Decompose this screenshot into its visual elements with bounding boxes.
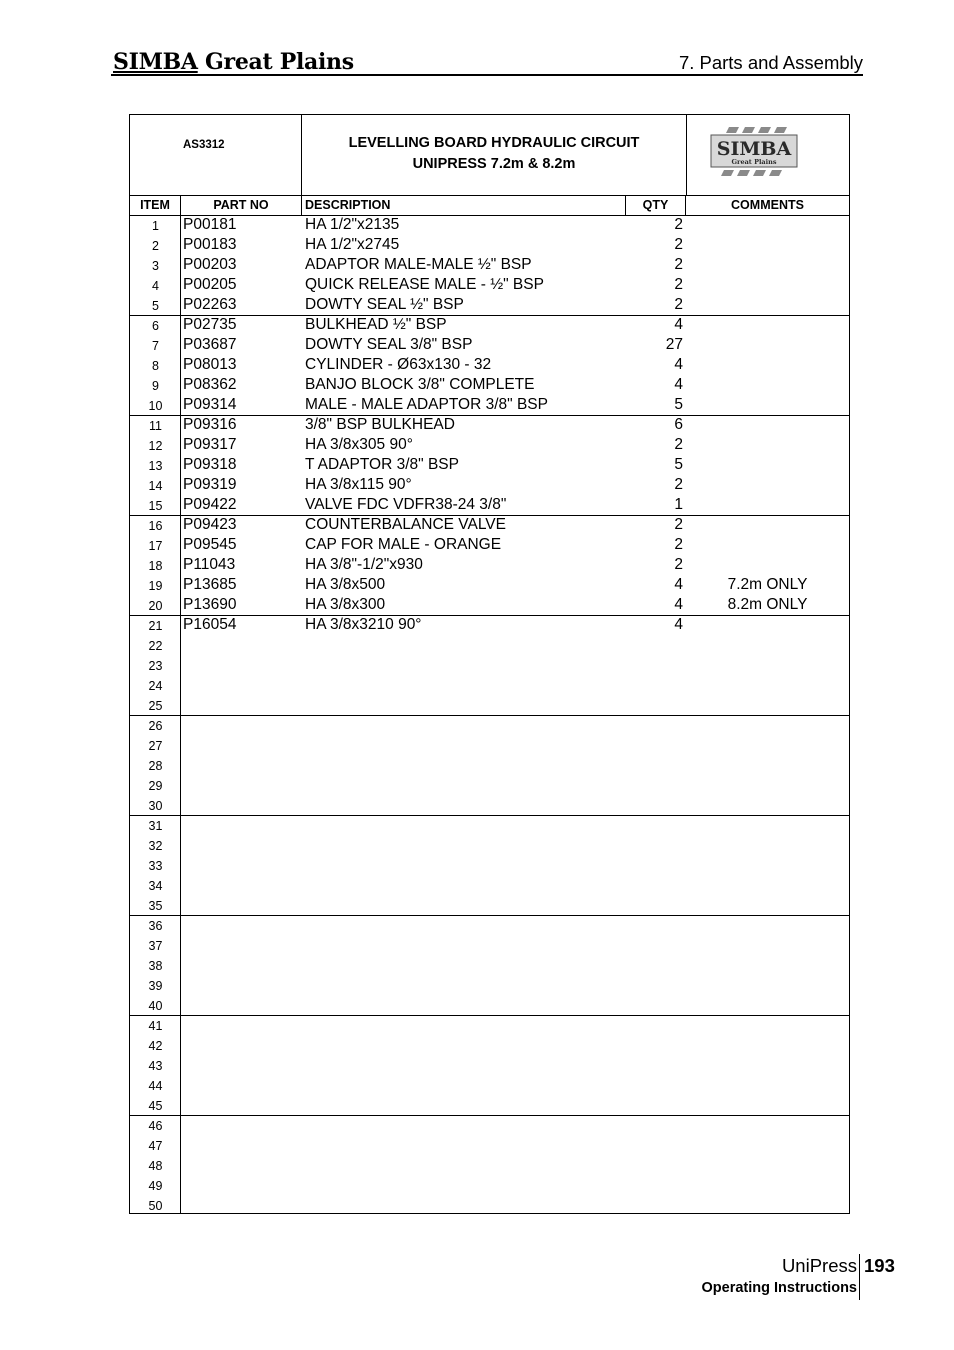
- cell-comments: [686, 916, 849, 936]
- table-row: [130, 636, 849, 656]
- logo-text-sub: Great Plains: [731, 158, 777, 166]
- cell-comments: [686, 816, 849, 836]
- table-row: [130, 816, 849, 836]
- cell-item: 20: [148, 599, 163, 613]
- cell-comments: [686, 1016, 849, 1036]
- cell-qty: 6: [674, 416, 683, 433]
- cell-qty: [626, 976, 683, 996]
- cell-part-no: P09545: [183, 536, 237, 553]
- cell-description: HA 1/2"x2745: [305, 236, 400, 253]
- cell-description: BANJO BLOCK 3/8" COMPLETE: [305, 376, 535, 393]
- cell-qty: 2: [674, 516, 683, 533]
- cell-description: HA 3/8x500: [305, 576, 386, 593]
- cell-item: 33: [148, 859, 163, 873]
- cell-description: DOWTY SEAL ½" BSP: [305, 296, 464, 313]
- cell-description: VALVE FDC VDFR38-24 3/8": [305, 496, 507, 513]
- cell-description: T ADAPTOR 3/8" BSP: [305, 456, 459, 473]
- brand-secondary: Great Plains: [197, 49, 354, 75]
- cell-qty: [626, 1036, 683, 1056]
- cell-description: CAP FOR MALE - ORANGE: [305, 536, 502, 553]
- cell-description: HA 3/8x305 90°: [305, 436, 413, 453]
- cell-qty: [626, 816, 683, 836]
- table-row: [130, 396, 849, 416]
- cell-part-no: P09317: [183, 436, 237, 453]
- cell-part-no: P03687: [183, 336, 237, 353]
- table-row: [130, 596, 849, 616]
- cell-item: 4: [152, 279, 159, 293]
- cell-comments: [686, 756, 849, 776]
- cell-comments: [686, 956, 849, 976]
- header-rule: [111, 74, 863, 76]
- cell-item: 26: [148, 719, 163, 733]
- table-row: [130, 356, 849, 376]
- cell-qty: [626, 936, 683, 956]
- page-number: 193: [864, 1255, 895, 1276]
- cell-qty: [626, 1016, 683, 1036]
- cell-comments: [686, 456, 849, 476]
- table-row: [130, 1176, 849, 1196]
- cell-comments: [686, 1036, 849, 1056]
- cell-comments: [686, 856, 849, 876]
- cell-description: HA 3/8"-1/2"x930: [305, 556, 423, 573]
- cell-description: HA 1/2"x2135: [305, 216, 400, 233]
- table-row: [130, 276, 849, 296]
- cell-qty: 2: [674, 556, 683, 573]
- cell-description: COUNTERBALANCE VALVE: [305, 516, 506, 533]
- table-row: [130, 476, 849, 496]
- cell-description: QUICK RELEASE MALE - ½" BSP: [305, 276, 544, 293]
- cell-description: HA 3/8x3210 90°: [305, 616, 422, 633]
- table-row: [130, 1116, 849, 1136]
- cell-qty: [626, 696, 683, 716]
- col-header-comments: COMMENTS: [731, 198, 804, 212]
- table-row: [130, 1056, 849, 1076]
- cell-item: 3: [152, 259, 159, 273]
- cell-item: 50: [148, 1199, 163, 1213]
- cell-comments: [686, 796, 849, 816]
- sheet-title-line2: UNIPRESS 7.2m & 8.2m: [412, 156, 576, 172]
- cell-qty: [626, 756, 683, 776]
- cell-comments: [686, 1176, 849, 1196]
- cell-comments: [686, 416, 849, 436]
- cell-comments: [686, 1116, 849, 1136]
- cell-qty: 4: [674, 316, 683, 333]
- cell-qty: 2: [674, 276, 683, 293]
- cell-item: 48: [148, 1159, 163, 1173]
- cell-comments: [686, 336, 849, 356]
- cell-qty: [626, 656, 683, 676]
- table-row: [130, 1156, 849, 1176]
- cell-item: 11: [149, 419, 162, 433]
- cell-item: 22: [148, 639, 163, 653]
- table-row: [130, 836, 849, 856]
- footer-divider: [859, 1254, 860, 1300]
- cell-item: 47: [148, 1139, 163, 1153]
- cell-comments: [686, 876, 849, 896]
- cell-item: 40: [148, 999, 163, 1013]
- cell-item: 21: [148, 619, 163, 633]
- col-header-item: ITEM: [130, 195, 181, 215]
- cell-part-no: P09318: [183, 456, 237, 473]
- cell-part-no: P13690: [183, 596, 237, 613]
- brand-primary: SIMBA: [113, 49, 198, 75]
- cell-qty: [626, 1096, 683, 1116]
- brand-wordmark: [113, 49, 354, 75]
- cell-item: 19: [148, 579, 163, 593]
- cell-part-no: P02735: [183, 316, 237, 333]
- cell-qty: 2: [674, 536, 683, 553]
- cell-qty: 2: [674, 296, 683, 313]
- cell-item: 25: [148, 699, 163, 713]
- cell-description: HA 3/8x300: [305, 596, 386, 613]
- cell-item: 39: [148, 979, 163, 993]
- cell-comments: [686, 896, 849, 916]
- cell-item: 6: [152, 319, 159, 333]
- table-row: [130, 856, 849, 876]
- cell-comments: [686, 536, 849, 556]
- table-row: [130, 516, 849, 536]
- cell-item: 18: [148, 559, 163, 573]
- cell-comments: [686, 1196, 849, 1216]
- cell-comments: [686, 496, 849, 516]
- cell-comments: 8.2m ONLY: [727, 596, 808, 613]
- table-row: [130, 976, 849, 996]
- table-row: [130, 756, 849, 776]
- cell-qty: [626, 1136, 683, 1156]
- cell-part-no: P13685: [183, 576, 237, 593]
- simba-logo-icon: [709, 125, 799, 179]
- cell-comments: [686, 736, 849, 756]
- table-row: [130, 1036, 849, 1056]
- cell-item: 43: [148, 1059, 163, 1073]
- footer-subtitle: Operating Instructions: [701, 1280, 857, 1296]
- cell-comments: [686, 556, 849, 576]
- table-row: [130, 1196, 849, 1216]
- table-row: [130, 216, 849, 236]
- cell-qty: 4: [674, 376, 683, 393]
- table-row: [130, 916, 849, 936]
- cell-qty: 2: [674, 216, 683, 233]
- cell-description: DOWTY SEAL 3/8" BSP: [305, 336, 473, 353]
- table-row: [130, 576, 849, 596]
- table-row: [130, 676, 849, 696]
- table-row: [130, 1096, 849, 1116]
- cell-comments: [686, 616, 849, 636]
- cell-part-no: P00203: [183, 256, 237, 273]
- table-row: [130, 876, 849, 896]
- table-row: [130, 1076, 849, 1096]
- cell-item: 29: [148, 779, 163, 793]
- cell-comments: [686, 1056, 849, 1076]
- cell-qty: [626, 1176, 683, 1196]
- cell-part-no: P09319: [183, 476, 237, 493]
- cell-qty: [626, 916, 683, 936]
- table-row: [130, 616, 849, 636]
- table-row: [130, 1136, 849, 1156]
- cell-item: 31: [148, 819, 163, 833]
- cell-qty: 4: [674, 616, 683, 633]
- table-row: [130, 716, 849, 736]
- cell-qty: 4: [674, 576, 683, 593]
- table-row: [130, 796, 849, 816]
- cell-item: 27: [148, 739, 163, 753]
- cell-part-no: P02263: [183, 296, 237, 313]
- cell-item: 5: [152, 299, 159, 313]
- cell-comments: [686, 396, 849, 416]
- cell-comments: [686, 996, 849, 1016]
- cell-item: 8: [152, 359, 159, 373]
- table-row: [130, 256, 849, 276]
- cell-part-no: P09316: [183, 416, 237, 433]
- cell-qty: 27: [665, 336, 683, 353]
- cell-item: 24: [148, 679, 163, 693]
- col-header-description: DESCRIPTION: [302, 195, 626, 215]
- table-row: [130, 736, 849, 756]
- cell-part-no: P00205: [183, 276, 237, 293]
- cell-comments: [686, 1076, 849, 1096]
- cell-item: 46: [148, 1119, 163, 1133]
- table-row: [130, 316, 849, 336]
- cell-qty: 2: [674, 236, 683, 253]
- cell-item: 30: [148, 799, 163, 813]
- cell-qty: [626, 956, 683, 976]
- cell-qty: [626, 876, 683, 896]
- cell-item: 14: [148, 479, 163, 493]
- table-row: [130, 1016, 849, 1036]
- cell-part-no: P08013: [183, 356, 237, 373]
- cell-item: 38: [148, 959, 163, 973]
- cell-qty: 5: [674, 456, 683, 473]
- cell-item: 37: [148, 939, 163, 953]
- table-row: [130, 696, 849, 716]
- cell-comments: [686, 276, 849, 296]
- cell-item: 42: [148, 1039, 163, 1053]
- cell-item: 28: [148, 759, 163, 773]
- cell-comments: [686, 516, 849, 536]
- table-row: [130, 776, 849, 796]
- table-row: [130, 996, 849, 1016]
- cell-part-no: P09314: [183, 396, 237, 413]
- cell-qty: 5: [674, 396, 683, 413]
- assembly-code: AS3312: [183, 139, 225, 151]
- logo-text-main: SIMBA: [716, 138, 792, 160]
- table-row: [130, 336, 849, 356]
- cell-item: 10: [148, 399, 163, 413]
- cell-description: MALE - MALE ADAPTOR 3/8" BSP: [305, 396, 548, 413]
- table-row: [130, 936, 849, 956]
- table-row: [130, 236, 849, 256]
- cell-part-no: P16054: [183, 616, 237, 633]
- cell-qty: [626, 736, 683, 756]
- cell-description: 3/8" BSP BULKHEAD: [305, 416, 455, 433]
- table-row: [130, 656, 849, 676]
- cell-comments: [686, 216, 849, 236]
- cell-comments: [686, 636, 849, 656]
- cell-comments: [686, 656, 849, 676]
- cell-qty: 2: [674, 436, 683, 453]
- cell-comments: [686, 436, 849, 456]
- cell-item: 35: [148, 899, 163, 913]
- cell-item: 7: [152, 339, 159, 353]
- cell-comments: [686, 1096, 849, 1116]
- cell-item: 41: [148, 1019, 163, 1033]
- cell-item: 34: [148, 879, 163, 893]
- cell-comments: [686, 376, 849, 396]
- cell-qty: [626, 1076, 683, 1096]
- col-header-part-no: PART NO: [181, 195, 302, 215]
- cell-item: 23: [148, 659, 163, 673]
- cell-comments: [686, 976, 849, 996]
- table-row: [130, 436, 849, 456]
- cell-description: ADAPTOR MALE-MALE ½" BSP: [305, 256, 532, 273]
- assembly-code-cell: [130, 115, 302, 195]
- cell-qty: [626, 776, 683, 796]
- cell-comments: [686, 936, 849, 956]
- cell-item: 32: [148, 839, 163, 853]
- cell-item: 16: [148, 519, 163, 533]
- table-row: [130, 496, 849, 516]
- cell-comments: [686, 476, 849, 496]
- table-row: [130, 556, 849, 576]
- sheet-title-cell: [302, 115, 687, 195]
- cell-comments: [686, 296, 849, 316]
- cell-description: BULKHEAD ½" BSP: [305, 316, 447, 333]
- cell-comments: [686, 776, 849, 796]
- table-row: [130, 296, 849, 316]
- cell-description: HA 3/8x115 90°: [305, 476, 412, 493]
- sheet-title-block: [130, 115, 849, 196]
- cell-qty: 1: [674, 496, 683, 513]
- table-row: [130, 416, 849, 436]
- parts-sheet: [129, 114, 850, 1214]
- cell-comments: [686, 696, 849, 716]
- cell-comments: 7.2m ONLY: [727, 576, 808, 593]
- cell-item: 2: [152, 239, 159, 253]
- cell-qty: [626, 636, 683, 656]
- cell-qty: [626, 896, 683, 916]
- section-title: 7. Parts and Assembly: [678, 52, 863, 73]
- cell-item: 17: [148, 539, 163, 553]
- cell-comments: [686, 1136, 849, 1156]
- cell-qty: [626, 1156, 683, 1176]
- cell-comments: [686, 716, 849, 736]
- cell-qty: [626, 996, 683, 1016]
- table-row: [130, 456, 849, 476]
- cell-qty: [626, 1056, 683, 1076]
- cell-part-no: P00181: [183, 216, 237, 233]
- cell-item: 49: [148, 1179, 163, 1193]
- cell-qty: [626, 676, 683, 696]
- cell-part-no: P09422: [183, 496, 237, 513]
- cell-item: 44: [148, 1079, 163, 1093]
- table-row: [130, 376, 849, 396]
- cell-comments: [686, 356, 849, 376]
- cell-qty: [626, 856, 683, 876]
- footer-product: UniPress: [781, 1255, 857, 1276]
- cell-part-no: P11043: [183, 556, 236, 573]
- cell-part-no: P08362: [183, 376, 237, 393]
- cell-item: 1: [152, 219, 159, 233]
- sheet-title-line1: LEVELLING BOARD HYDRAULIC CIRCUIT: [348, 135, 640, 151]
- cell-item: 12: [148, 439, 163, 453]
- cell-comments: [686, 676, 849, 696]
- cell-comments: [686, 256, 849, 276]
- table-row: [130, 956, 849, 976]
- cell-item: 9: [152, 379, 159, 393]
- cell-description: CYLINDER - Ø63x130 - 32: [305, 356, 492, 373]
- cell-item: 13: [148, 459, 163, 473]
- table-row: [130, 536, 849, 556]
- cell-qty: 4: [674, 596, 683, 613]
- cell-item: 45: [148, 1099, 163, 1113]
- cell-qty: [626, 716, 683, 736]
- column-header-row: [130, 195, 849, 216]
- cell-item: 15: [148, 499, 163, 513]
- cell-qty: 4: [674, 356, 683, 373]
- cell-qty: [626, 836, 683, 856]
- cell-qty: [626, 1116, 683, 1136]
- cell-comments: [686, 236, 849, 256]
- cell-comments: [686, 316, 849, 336]
- cell-item: 36: [148, 919, 163, 933]
- cell-part-no: P09423: [183, 516, 237, 533]
- cell-part-no: P00183: [183, 236, 237, 253]
- table-row: [130, 896, 849, 916]
- col-header-qty: QTY: [626, 195, 686, 215]
- cell-comments: [686, 1156, 849, 1176]
- cell-comments: [686, 836, 849, 856]
- cell-qty: 2: [674, 256, 683, 273]
- cell-qty: 2: [674, 476, 683, 493]
- cell-qty: [626, 796, 683, 816]
- cell-qty: [626, 1196, 683, 1216]
